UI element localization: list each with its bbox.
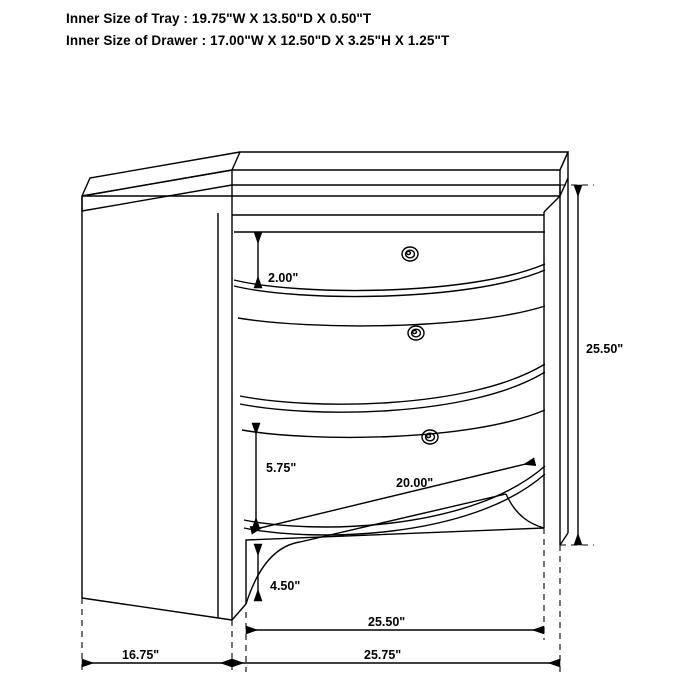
- dim-label-2.00: 2.00": [268, 271, 299, 285]
- drawer-knob-middle: [408, 326, 424, 340]
- dim-label-20.00: 20.00": [396, 476, 434, 490]
- extension-lines: [82, 185, 594, 672]
- cabinet-top-panel: [82, 152, 568, 215]
- tray-inner-size-text: Inner Size of Tray : 19.75"W X 13.50"D X 0.50"T: [66, 11, 372, 26]
- drawer-knob-bottom: [422, 430, 438, 444]
- dim-label-5.75: 5.75": [266, 461, 297, 475]
- dim-label-4.50: 4.50": [270, 579, 301, 593]
- dim-label-16.75: 16.75": [122, 648, 160, 662]
- cabinet-left-side-panel: [82, 211, 232, 620]
- dim-label-front-width-25.50: 25.50": [368, 615, 406, 629]
- drawer-inner-size-text: Inner Size of Drawer : 17.00"W X 12.50"D X 3.25"H X 1.25"T: [66, 33, 450, 48]
- drawer-top: [234, 232, 545, 297]
- dim-label-25.75: 25.75": [364, 648, 402, 662]
- cabinet-right-side-panel: [544, 178, 568, 545]
- dim-label-overall-height-25.50: 25.50": [586, 342, 624, 356]
- drawer-middle: [238, 306, 545, 412]
- drawer-knob-top: [402, 247, 418, 261]
